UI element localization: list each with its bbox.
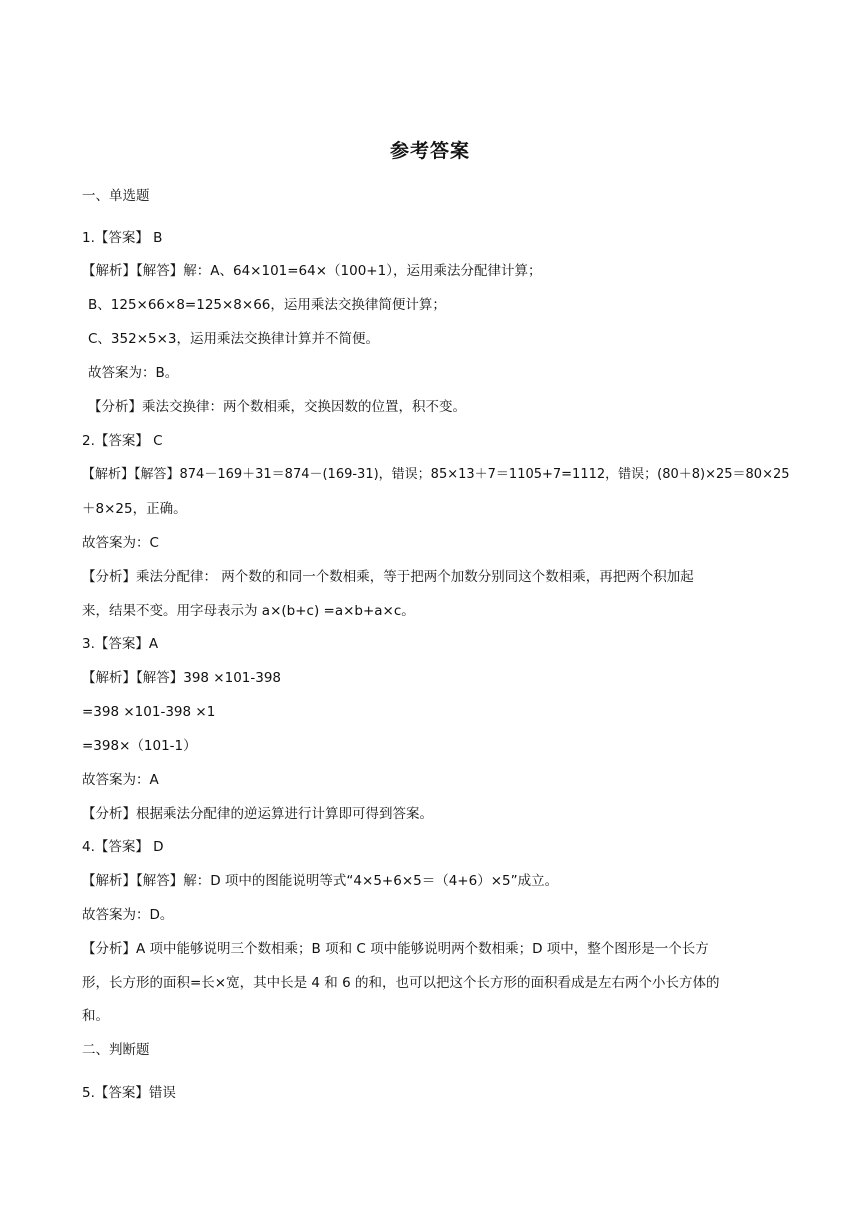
conclusion-line: 故答案为：D。 <box>82 907 174 923</box>
calculation-line: =398×（101-1） <box>82 738 197 754</box>
conclusion-line: 故答案为：A <box>82 772 159 788</box>
answer-line: 2.【答案】 C <box>82 433 163 449</box>
conclusion-line: 故答案为：C <box>82 535 159 551</box>
section-heading: 一、单选题 <box>82 188 150 204</box>
answer-line: 5.【答案】错误 <box>82 1085 176 1101</box>
explanation-line: ＋8×25，正确。 <box>82 501 187 517</box>
analysis-line: 【分析】根据乘法分配律的逆运算进行计算即可得到答案。 <box>82 806 433 822</box>
conclusion-line: 故答案为：B。 <box>88 365 179 381</box>
analysis-line: 【分析】乘法分配律： 两个数的和同一个数相乘，等于把两个加数分别同这个数相乘，再把两个积加起 <box>82 569 694 585</box>
analysis-line: 【分析】A 项中能够说明三个数相乘；B 项和 C 项中能够说明两个数相乘；D 项中，整个图形是一个长方 <box>82 941 709 957</box>
analysis-line: 和。 <box>82 1008 109 1024</box>
explanation-line: 【解析】【解答】398 ×101-398 <box>82 670 282 686</box>
answer-line: 4.【答案】 D <box>82 839 164 855</box>
analysis-line: 【分析】乘法交换律：两个数相乘，交换因数的位置，积不变。 <box>88 399 466 415</box>
section-heading: 二、判断题 <box>82 1042 150 1058</box>
page-title: 参考答案 <box>389 140 470 162</box>
answer-line: 3.【答案】A <box>82 636 159 652</box>
analysis-line: 形，长方形的面积=长×宽，其中长是 4 和 6 的和，也可以把这个长方形的面积看成是左右两个小长方体的 <box>82 975 720 991</box>
explanation-line: 【解析】【解答】874－169＋31＝874－(169-31)，错误；85×13＋7＝1105+7=1112，错误；(80＋8)×25＝80×25 <box>82 467 790 482</box>
answer-line: 1.【答案】 B <box>82 230 163 246</box>
explanation-line: B、125×66×8=125×8×66，运用乘法交换律简便计算； <box>88 297 446 313</box>
explanation-line: 【解析】【解答】解：A、64×101=64×（100+1），运用乘法分配律计算； <box>82 263 542 279</box>
analysis-line: 来，结果不变。用字母表示为 a×(b+c) =a×b+a×c。 <box>82 603 415 619</box>
explanation-line: 【解析】【解答】解：D 项中的图能说明等式“4×5+6×5＝（4+6）×5”成立。 <box>82 873 559 889</box>
calculation-line: =398 ×101-398 ×1 <box>82 704 216 720</box>
explanation-line: C、352×5×3，运用乘法交换律计算并不简便。 <box>88 331 379 347</box>
